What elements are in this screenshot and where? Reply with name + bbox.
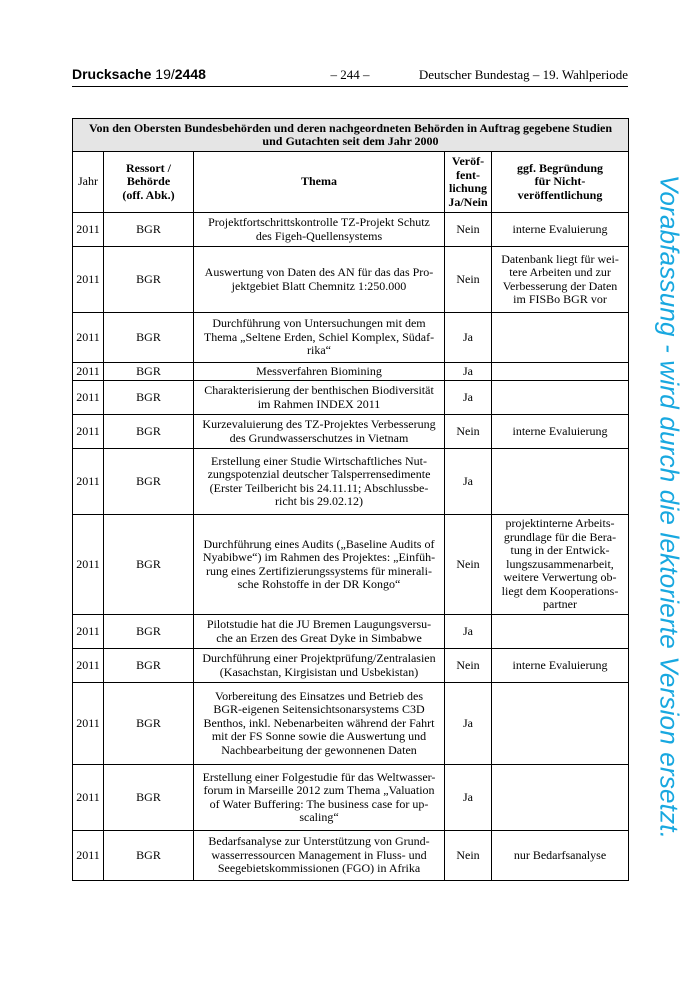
- cell-thema-line: sche Rohstoffe in der DR Kongo“: [237, 577, 401, 591]
- header-line: Behörde: [126, 174, 171, 189]
- cell-ressort: BGR: [104, 449, 194, 515]
- cell-thema: [194, 649, 445, 683]
- cell-thema: [194, 683, 445, 765]
- cell-thema: [194, 831, 445, 881]
- table-title-line: und Gutachten seit dem Jahr 2000: [262, 134, 439, 148]
- cell-thema: [194, 449, 445, 515]
- table-row: [73, 515, 629, 615]
- cell-thema-line: (Kasachstan, Kirgisistan und Usbekistan): [219, 664, 419, 679]
- cell-begruendung: [492, 415, 629, 449]
- cell-thema: [194, 213, 445, 247]
- cell-jahr: 2011: [73, 381, 104, 415]
- cell-thema-line: of Water Buffering: The business case for up-: [209, 796, 429, 811]
- table-title-line: Von den Obersten Bundesbehörden und deren nachgeordneten Behörden in Auftrag gegebene Studien: [88, 120, 613, 135]
- cell-ressort: BGR: [104, 765, 194, 831]
- doc-label: Drucksache: [72, 66, 152, 82]
- cell-jahr: 2011: [73, 683, 104, 765]
- cell-veroeffentlichung: Ja: [445, 313, 492, 363]
- column-header-ressort: [104, 152, 194, 213]
- cell-thema-line: im Rahmen INDEX 2011: [257, 396, 381, 411]
- publisher: Deutscher Bundestag – 19. Wahlperiode: [418, 67, 628, 82]
- table-row: [73, 415, 629, 449]
- doc-number-prefix: 19/: [155, 66, 175, 82]
- cell-jahr: 2011: [73, 213, 104, 247]
- header-line: (off. Abk.): [122, 187, 175, 202]
- cell-ressort: BGR: [104, 831, 194, 881]
- cell-begruendung-line: nur Bedarfsanalyse: [513, 847, 607, 862]
- cell-veroeffentlichung: Nein: [445, 515, 492, 615]
- table-row: [73, 831, 629, 881]
- cell-begruendung: [492, 831, 629, 881]
- cell-thema-line: des Figeh-Quellensystems: [255, 228, 383, 243]
- cell-jahr: 2011: [73, 765, 104, 831]
- cell-begruendung-line: projektinterne Arbeits-: [505, 516, 615, 531]
- header-line: Ja/Nein: [448, 194, 488, 209]
- cell-veroeffentlichung: Ja: [445, 381, 492, 415]
- cell-veroeffentlichung: Nein: [445, 247, 492, 313]
- cell-veroeffentlichung: Nein: [445, 649, 492, 683]
- header-line: lichung: [448, 181, 487, 195]
- cell-thema-line: Charakterisierung der benthischen Biodiversität: [204, 383, 434, 397]
- cell-begruendung-line: Datenbank liegt für wei-: [501, 251, 619, 266]
- cell-thema-line: Nyabibwe“) im Rahmen des Projektes: „Einfüh-: [202, 550, 436, 564]
- cell-begruendung-line: interne Evaluierung: [512, 657, 608, 672]
- header-line: veröffentlichung: [517, 187, 603, 202]
- cell-begruendung-line: interne Evaluierung: [512, 423, 608, 438]
- cell-thema-line: Vorbereitung des Einsatzes und Betrieb des: [214, 688, 424, 703]
- cell-thema: [194, 313, 445, 363]
- cell-jahr: 2011: [73, 831, 104, 881]
- cell-thema: [194, 615, 445, 649]
- cell-begruendung-line: Verbesserung der Daten: [502, 278, 618, 293]
- cell-ressort: BGR: [104, 683, 194, 765]
- cell-ressort: BGR: [104, 313, 194, 363]
- cell-thema-line: Durchführung von Untersuchungen mit dem: [212, 316, 426, 331]
- cell-begruendung: [492, 449, 629, 515]
- cell-thema-line: Durchführung eines Audits („Baseline Audits of: [203, 536, 435, 551]
- cell-ressort: BGR: [104, 381, 194, 415]
- table-row: [73, 213, 629, 247]
- cell-ressort: BGR: [104, 649, 194, 683]
- cell-veroeffentlichung: Nein: [445, 213, 492, 247]
- header-line: ggf. Begründung: [516, 160, 604, 175]
- table-row: [73, 363, 629, 381]
- cell-thema: [194, 363, 445, 381]
- cell-begruendung-line: im FISBo BGR vor: [513, 292, 607, 306]
- cell-thema-line: BGR-eigenen Seitensichtsonarsystems C3D: [213, 702, 425, 717]
- cell-thema-line: Bedarfsanalyse zur Unterstützung von Grund-: [208, 834, 430, 849]
- cell-jahr: 2011: [73, 415, 104, 449]
- cell-thema-line: rung eines Zertifizierungssystems für minerali-: [206, 563, 432, 578]
- header-line: Ressort /: [126, 160, 171, 175]
- cell-thema: [194, 247, 445, 313]
- cell-thema-line: zungspotenzial deutscher Talsperrensedimente: [207, 467, 431, 481]
- cell-begruendung-line: tung in der Entwick-: [510, 543, 610, 558]
- cell-begruendung-line: grundlage für die Bera-: [503, 529, 617, 544]
- cell-thema-line: mit der FS Sonne sowie die Auswertung und: [211, 729, 427, 744]
- cell-jahr: 2011: [73, 515, 104, 615]
- table-row: [73, 381, 629, 415]
- cell-jahr: 2011: [73, 363, 104, 381]
- cell-thema-line: forum in Marseille 2012 zum Thema „Valuation: [203, 783, 435, 797]
- studies-table: [72, 118, 629, 881]
- cell-begruendung: [492, 649, 629, 683]
- cell-ressort: BGR: [104, 363, 194, 381]
- cell-veroeffentlichung: Ja: [445, 765, 492, 831]
- cell-ressort: BGR: [104, 213, 194, 247]
- cell-begruendung: [492, 213, 629, 247]
- cell-ressort: BGR: [104, 515, 194, 615]
- cell-jahr: 2011: [73, 247, 104, 313]
- table-body: [73, 213, 629, 881]
- cell-jahr: 2011: [73, 313, 104, 363]
- cell-thema-line: Auswertung von Daten des AN für das das Pro-: [204, 265, 434, 279]
- cell-begruendung-line: weitere Verwertung ob-: [503, 570, 617, 585]
- doc-number: 2448: [174, 66, 206, 82]
- cell-thema-line: richt bis 29.02.12): [275, 494, 363, 508]
- cell-thema: [194, 381, 445, 415]
- cell-ressort: BGR: [104, 247, 194, 313]
- cell-thema-line: Pilotstudie hat die JU Bremen Laugungsversu-: [206, 617, 432, 631]
- cell-thema-line: (Erster Teilbericht bis 24.11.11; Abschlussbe-: [209, 480, 429, 495]
- cell-begruendung: [492, 615, 629, 649]
- cell-begruendung-line: partner: [543, 597, 577, 612]
- cell-thema-line: scaling“: [299, 810, 339, 824]
- cell-thema-line: Erstellung einer Folgestudie für das Weltwasser-: [202, 769, 436, 784]
- cell-thema-line: rika“: [307, 343, 331, 358]
- cell-begruendung: [492, 765, 629, 831]
- table-row: [73, 649, 629, 683]
- cell-thema-line: des Grundwasserschutzes in Vietnam: [229, 430, 409, 445]
- table-title: [73, 119, 629, 152]
- column-header-begruendung: [492, 152, 629, 213]
- table-row: [73, 313, 629, 363]
- cell-thema-line: che an Erzen des Great Dyke in Simbabwe: [216, 630, 422, 645]
- cell-ressort: BGR: [104, 415, 194, 449]
- cell-veroeffentlichung: Ja: [445, 615, 492, 649]
- cell-jahr: 2011: [73, 615, 104, 649]
- table-row: [73, 765, 629, 831]
- column-header-veroeffentlichung: [445, 152, 492, 213]
- table-row: [73, 449, 629, 515]
- cell-thema-line: wasserressourcen Management in Fluss- und: [211, 847, 427, 862]
- cell-veroeffentlichung: Ja: [445, 683, 492, 765]
- cell-begruendung-line: liegt dem Kooperations-: [501, 583, 619, 598]
- header-line: fent-: [456, 167, 480, 182]
- cell-thema-line: Erstellung einer Studie Wirtschaftliches Nut-: [211, 453, 427, 468]
- cell-begruendung: [492, 363, 629, 381]
- cell-thema: [194, 515, 445, 615]
- table-row: [73, 247, 629, 313]
- table-row: [73, 683, 629, 765]
- cell-thema-line: jektgebiet Blatt Chemnitz 1:250.000: [231, 278, 407, 293]
- cell-veroeffentlichung: Ja: [445, 449, 492, 515]
- cell-begruendung: [492, 381, 629, 415]
- cell-veroeffentlichung: Nein: [445, 831, 492, 881]
- cell-thema-line: Durchführung einer Projektprüfung/Zentralasien: [202, 651, 436, 665]
- cell-thema: [194, 415, 445, 449]
- cell-veroeffentlichung: Ja: [445, 363, 492, 381]
- cell-thema-line: Benthos, inkl. Nebenarbeiten während der Fahrt: [203, 715, 435, 730]
- cell-thema: [194, 765, 445, 831]
- cell-begruendung: [492, 683, 629, 765]
- cell-thema-line: Messverfahren Biomining: [256, 363, 382, 378]
- header-line: für Nicht-: [534, 174, 586, 189]
- cell-thema-line: Kurzevaluierung des TZ-Projektes Verbesserung: [202, 417, 436, 431]
- cell-thema-line: Nachbearbeitung der gewonnenen Daten: [221, 742, 417, 757]
- column-header-thema: Thema: [194, 152, 445, 213]
- page-number: – 244 –: [330, 67, 370, 82]
- cell-thema-line: Seegebietskommissionen (FGO) in Afrika: [217, 861, 421, 876]
- table-row: [73, 615, 629, 649]
- cell-begruendung-line: lungszusammenarbeit,: [506, 556, 614, 571]
- cell-begruendung: [492, 515, 629, 615]
- cell-begruendung-line: interne Evaluierung: [512, 221, 608, 236]
- cell-veroeffentlichung: Nein: [445, 415, 492, 449]
- cell-thema-line: Projektfortschrittskontrolle TZ-Projekt Schutz: [208, 215, 430, 229]
- cell-jahr: 2011: [73, 449, 104, 515]
- cell-ressort: BGR: [104, 615, 194, 649]
- cell-begruendung: [492, 313, 629, 363]
- cell-thema-line: Thema „Seltene Erden, Schiel Komplex, Südaf-: [203, 329, 435, 344]
- draft-watermark: [654, 112, 684, 902]
- page-header: [72, 66, 628, 87]
- cell-begruendung-line: tere Arbeiten und zur: [509, 265, 611, 279]
- header-line: Veröf-: [451, 154, 485, 168]
- cell-begruendung: [492, 247, 629, 313]
- cell-jahr: 2011: [73, 649, 104, 683]
- column-header-jahr: Jahr: [73, 152, 104, 213]
- watermark-text: Vorabfassung - wird durch die lektorierte Version ersetzt.: [654, 174, 685, 840]
